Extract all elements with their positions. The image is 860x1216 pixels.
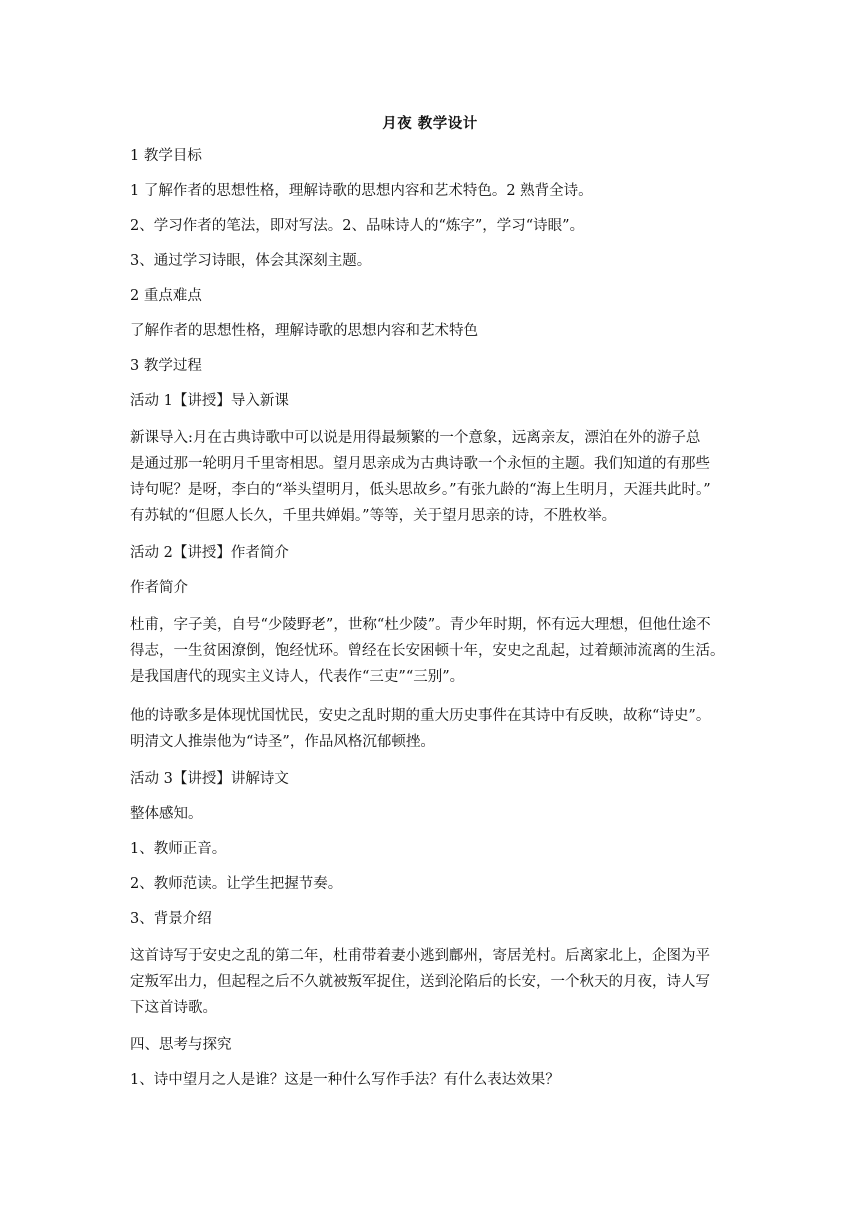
activity-3-heading: 活动 3【讲授】讲解诗文 xyxy=(130,771,289,787)
paragraph-line: 得志，一生贫困潦倒，饱经忧环。曾经在长安困顿十年，安史之乱起，过着颠沛流离的生活。 xyxy=(130,643,725,659)
question-1: 1、诗中望月之人是谁？这是一种什么写作手法？有什么表达效果？ xyxy=(130,1072,560,1088)
paragraph-line: 有苏轼的“但愿人长久，千里共婵娟。”等等，关于望月思亲的诗，不胜枚举。 xyxy=(130,508,617,524)
objective-item-2: 2、学习作者的笔法，即对写法。2、品味诗人的“炼字”，学习“诗眼”。 xyxy=(130,218,585,234)
paragraph-line: 是我国唐代的现实主义诗人，代表作“三吏”“三别”。 xyxy=(130,669,465,685)
author-intro-heading: 作者简介 xyxy=(130,580,188,596)
activity-1-heading: 活动 1【讲授】导入新课 xyxy=(130,393,289,409)
objective-item-1: 1 了解作者的思想性格，理解诗歌的思想内容和艺术特色。2 熟背全诗。 xyxy=(130,183,593,199)
section-heading-think: 四、思考与探究 xyxy=(130,1037,232,1053)
step-1: 1、教师正音。 xyxy=(130,841,227,857)
background-paragraph xyxy=(130,943,740,1021)
paragraph-line: 定叛军出力，但起程之后不久就被叛军捉住，送到沦陷后的长安，一个秋天的月夜，诗人写 xyxy=(130,974,710,990)
paragraph-line: 他的诗歌多是体现忧国忧民，安史之乱时期的重大历史事件在其诗中有反映，故称“诗史”。 xyxy=(130,708,711,724)
paragraph-line: 新课导入:月在古典诗歌中可以说是用得最频繁的一个意象，远离亲友，漂泊在外的游子总 xyxy=(130,430,701,446)
key-points-text: 了解作者的思想性格，理解诗歌的思想内容和艺术特色 xyxy=(130,323,478,339)
author-paragraph-2 xyxy=(130,703,740,755)
paragraph-line: 这首诗写于安史之乱的第二年，杜甫带着妻小逃到鄜州，寄居羌村。后离家北上，企图为平 xyxy=(130,948,710,964)
objective-item-3: 3、通过学习诗眼，体会其深刻主题。 xyxy=(130,253,372,269)
activity-2-heading: 活动 2【讲授】作者简介 xyxy=(130,545,289,561)
step-3: 3、背景介绍 xyxy=(130,911,212,927)
section-heading-process: 3 教学过程 xyxy=(130,358,202,374)
paragraph-line: 下这首诗歌。 xyxy=(130,1000,217,1016)
paragraph-line: 明清文人推崇他为“诗圣”，作品风格沉郁顿挫。 xyxy=(130,734,435,750)
document-body xyxy=(130,145,740,1104)
paragraph-line: 诗句呢？是呀，李白的“举头望明月，低头思故乡。”有张九龄的“海上生明月，天涯共此时。” xyxy=(130,482,711,498)
step-2: 2、教师范读。让学生把握节奏。 xyxy=(130,876,343,892)
section-heading-objectives: 1 教学目标 xyxy=(130,148,202,164)
section-heading-key-points: 2 重点难点 xyxy=(130,288,202,304)
author-paragraph-1 xyxy=(130,612,740,690)
paragraph-line: 杜甫，字子美，自号“少陵野老”，世称“杜少陵”。青少年时期，怀有远大理想，但他仕途不 xyxy=(130,617,711,633)
paragraph-line: 是通过那一轮明月千里寄相思。望月思亲成为古典诗歌一个永恒的主题。我们知道的有那些 xyxy=(130,456,710,472)
overall-perception: 整体感知。 xyxy=(130,806,203,822)
document-title: 月夜 教学设计 xyxy=(382,116,478,132)
intro-paragraph xyxy=(130,425,740,529)
